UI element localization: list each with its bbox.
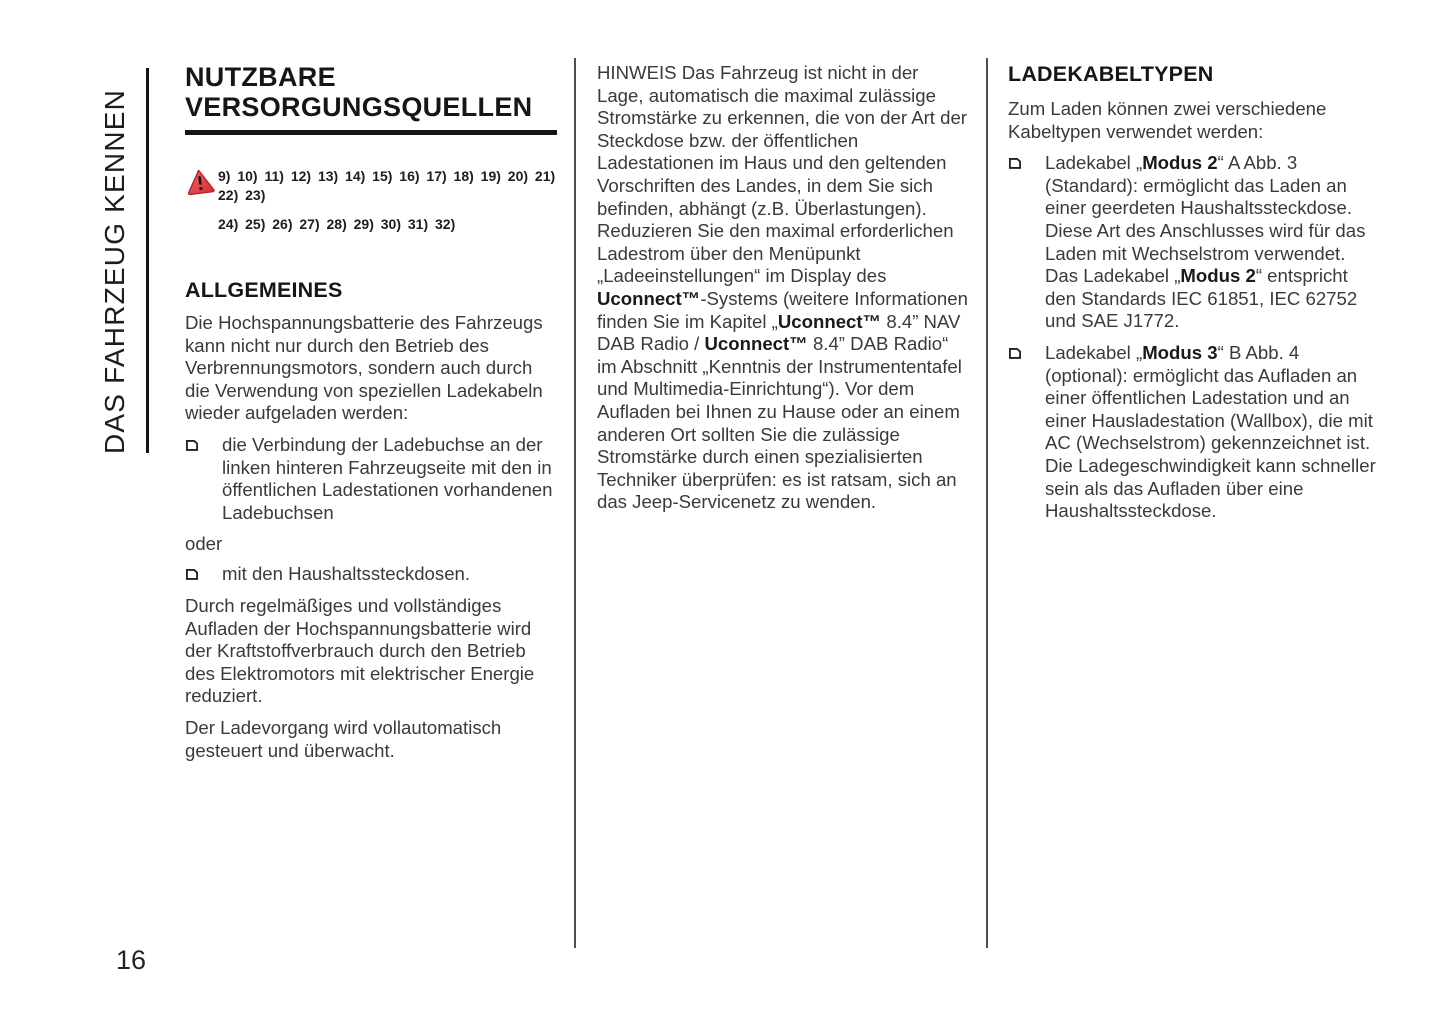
paragraph: Zum Laden können zwei verschiedene Kabeltypen verwendet werden:	[1008, 98, 1327, 142]
list-item	[185, 563, 557, 586]
hinweis-paragraph: HINWEIS Das Fahrzeug ist nicht in der Lage, automatisch die maximal zulässige Stromstärke zu erkennen, die von der Art der Steckdose bzw. der öffentlichen Ladestationen im Haus und den geltenden Vorschriften des Landes, in dem Sie sich befinden, abhängt (z.B. Überlastungen). Reduzieren Sie den maximal erforderlichen Ladestrom über den Menüpunkt „Ladeeinstellungen“ im Display des Uconnect™-Systems (weitere Informationen finden Sie im Kapitel „Uconnect™ 8.4” NAV DAB Radio / Uconnect™ 8.4” DAB Radio“ im Abschnitt „Kenntnis der Instrumententafel und Multimedia-Einrichtung“). Vor dem Aufladen bei Ihnen zu Hause oder an einem anderen Ort sollten Sie die zulässige Stromstärke durch einen spezialisierten Techniker überprüfen: es ist ratsam, sich an das Jeep-Servicenetz zu wenden.	[597, 62, 968, 513]
square-bullet-icon	[185, 438, 199, 457]
list-item	[1008, 152, 1378, 333]
connector-word: oder	[185, 533, 223, 555]
page-number: 16	[116, 945, 147, 975]
square-bullet-icon	[1008, 156, 1022, 175]
paragraph: Der Ladevorgang wird vollautomatisch gesteuert und überwacht.	[185, 716, 502, 761]
page-title: NUTZBARE VERSORGUNGSQUELLEN	[185, 62, 557, 135]
column-divider-2	[986, 58, 988, 948]
note-reference-line-1: 9) 10) 11) 12) 13) 14) 15) 16) 17) 18) 19) 20) 21) 22) 23)	[218, 168, 556, 203]
paragraph: Durch regelmäßiges und vollständiges Aufladen der Hochspannungsbatterie wird der Kraftstoffverbrauch durch den Betrieb des Elektromotors mit elektrischer Energie reduziert.	[185, 594, 535, 707]
column-divider-1	[574, 58, 576, 948]
note-reference-numbers	[218, 167, 557, 234]
note-reference-line-2: 24) 25) 26) 27) 28) 29) 30) 31) 32)	[218, 216, 456, 232]
list-item-text: die Verbindung der Ladebuchse an der linken hinteren Fahrzeugseite mit den in öffentlichen Ladestationen vorhandenen Ladebuchsen	[222, 433, 553, 523]
section-heading-ladekabeltypen: LADEKABELTYPEN	[1008, 62, 1214, 86]
column-3	[1008, 62, 1378, 532]
list-item	[1008, 342, 1378, 523]
warning-note	[185, 167, 557, 234]
warning-triangle-icon	[185, 168, 215, 200]
square-bullet-icon	[185, 567, 199, 586]
sidebar-rule	[146, 68, 149, 453]
chapter-sidebar-label: DAS FAHRZEUG KENNEN	[99, 88, 130, 454]
section-heading-allgemeines: ALLGEMEINES	[185, 278, 343, 302]
list-item-text: mit den Haushaltssteckdosen.	[222, 562, 471, 584]
list-item-text: Ladekabel „Modus 3“ B Abb. 4 (optional): ermöglicht das Aufladen an einer öffentlichen Ladestation und an einer Hausladestation (Wallbox), die mit AC (Wechselstrom) gekennzeichnet ist. Die Ladegeschwindigkeit kann schneller sein als das Aufladen über eine Haushaltssteckdose.	[1045, 341, 1376, 522]
list-item	[185, 434, 557, 524]
square-bullet-icon	[1008, 346, 1022, 365]
paragraph: Die Hochspannungsbatterie des Fahrzeugs kann nicht nur durch den Betrieb des Verbrennungsmotors, sondern auch durch die Verwendung von speziellen Ladekabeln wieder aufgeladen werden:	[185, 312, 543, 424]
column-2	[597, 62, 969, 523]
column-1	[185, 62, 557, 771]
list-item-text: Ladekabel „Modus 2“ A Abb. 3 (Standard): ermöglicht das Laden an einer geerdeten Haushaltssteckdose. Diese Art des Anschlusses wird für das Laden mit Wechselstrom verwendet. Das Ladekabel „Modus 2“ entspricht den Standards IEC 61851, IEC 62752 und SAE J1772.	[1045, 152, 1366, 332]
